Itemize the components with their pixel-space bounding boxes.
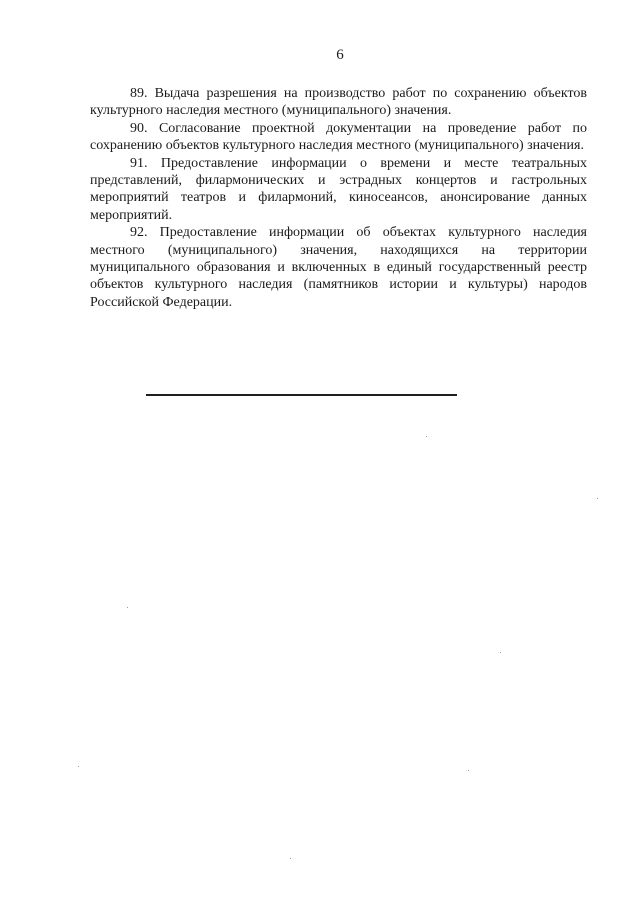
scan-speck — [290, 858, 291, 859]
page-number: 6 — [336, 47, 344, 63]
scan-speck — [500, 652, 501, 653]
scan-speck — [426, 436, 427, 437]
paragraph-89: 89. Выдача разрешения на производство работ по сохранению объектов культурного наследия местного (муниципального) значения. — [90, 86, 587, 119]
document-body — [90, 85, 587, 311]
paragraph-92: 92. Предоставление информации об объектах культурного наследия местного (муниципального) значения, находящихся на территории муниципального образования и включенных в единый государственный реестр объектов культурного наследия (памятников истории и культуры) народов Российской Федерации. — [90, 225, 587, 310]
scan-speck — [468, 770, 469, 771]
end-of-list-divider — [146, 394, 457, 396]
scan-speck — [127, 607, 128, 608]
paragraph-90: 90. Согласование проектной документации на проведение работ по сохранению объектов культурного наследия местного (муниципального) значения. — [90, 120, 587, 154]
scan-speck — [78, 766, 79, 767]
scan-speck — [597, 498, 598, 499]
paragraph-91: 91. Предоставление информации о времени и месте театральных представлений, филармонических и эстрадных концертов и гастрольных мероприятий театров и филармоний, киносеансов, анонсирование данных мероприятий. — [90, 155, 587, 223]
